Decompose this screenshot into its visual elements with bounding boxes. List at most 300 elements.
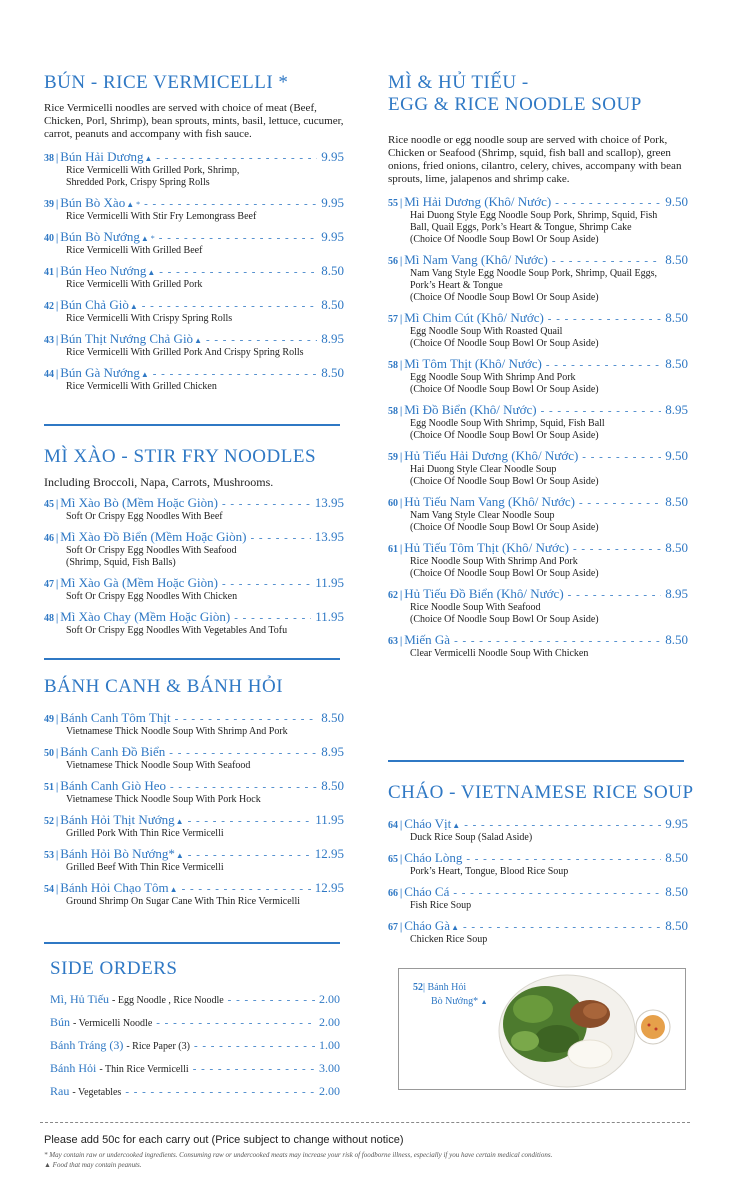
dot-leader xyxy=(552,255,661,267)
menu-item-line xyxy=(388,310,688,326)
item-marks: ▲ xyxy=(175,817,184,826)
footer-disclaimer: * May contain raw or undercooked ingredients. Consuming raw or undercooked meats may increase your risk of foodborne illness, especially if you have certain medical conditions. xyxy=(44,1151,553,1159)
menu-item-line xyxy=(388,448,688,464)
item-number: 66 xyxy=(388,888,398,899)
item-number: 58 xyxy=(388,406,398,417)
item-number: 44 xyxy=(44,369,54,380)
item-price: 8.50 xyxy=(321,778,344,793)
item-price: 8.50 xyxy=(665,918,688,933)
item-price: 8.50 xyxy=(665,310,688,325)
item-name: Cháo Vịt xyxy=(404,816,452,831)
item-number-separator: | xyxy=(400,360,403,371)
footer-peanut-note xyxy=(44,1160,694,1170)
menu-item xyxy=(44,609,344,637)
item-price: 9.50 xyxy=(665,194,688,209)
menu-item-line xyxy=(388,850,688,866)
item-name: Bánh Canh Tôm Thịt xyxy=(60,710,171,725)
menu-item-line xyxy=(388,540,688,556)
dot-leader xyxy=(579,497,661,509)
item-price: 11.95 xyxy=(315,575,344,590)
item-number-separator: | xyxy=(56,850,59,861)
item-number-separator: | xyxy=(56,782,59,793)
item-description: (Choice Of Noodle Soup Bowl Or Soup Aside) xyxy=(410,568,599,579)
side-order-line xyxy=(50,1015,340,1030)
item-name: Bún Gà Nướng xyxy=(60,365,140,380)
item-price: 8.50 xyxy=(321,297,344,312)
item-number-separator: | xyxy=(400,888,403,899)
menu-item xyxy=(44,529,344,569)
item-number: 62 xyxy=(388,590,398,601)
item-number-separator: | xyxy=(400,314,403,325)
menu-item xyxy=(388,402,688,442)
item-price: 8.50 xyxy=(321,365,344,380)
item-name: Bánh Hỏi Thịt Nướng xyxy=(60,812,175,827)
item-number-separator: | xyxy=(56,499,59,510)
item-name: Bánh Canh Giò Heo xyxy=(60,778,166,793)
menu-item xyxy=(44,744,344,772)
item-name: Bánh Canh Đồ Biển xyxy=(60,744,166,759)
item-description: Rice Vermicelli With Grilled Pork And Crispy Spring Rolls xyxy=(66,347,304,358)
item-price: 12.95 xyxy=(314,880,344,895)
dot-leader xyxy=(188,849,311,861)
item-number: 49 xyxy=(44,714,54,725)
menu-item xyxy=(44,846,344,874)
item-description: Clear Vermicelli Noodle Soup With Chicken xyxy=(410,648,589,659)
dot-leader xyxy=(454,635,661,647)
right-column xyxy=(388,72,688,666)
menu-item xyxy=(44,365,344,393)
menu-list-mixao xyxy=(44,495,344,637)
dot-leader xyxy=(194,1040,315,1052)
item-price: 13.95 xyxy=(314,495,344,510)
dot-leader xyxy=(453,887,661,899)
menu-item-line xyxy=(388,494,688,510)
menu-item-line xyxy=(388,194,688,210)
side-order-line xyxy=(50,992,340,1007)
item-number-separator: | xyxy=(56,233,59,244)
side-order-item xyxy=(50,1084,340,1099)
item-description: Soft Or Crispy Egg Noodles With Beef xyxy=(66,511,223,522)
item-number-separator: | xyxy=(400,922,403,933)
item-number-separator: | xyxy=(56,301,59,312)
item-description: Soft Or Crispy Egg Noodles With Vegetables And Tofu xyxy=(66,625,288,636)
item-description: Rice Vermicelli With Stir Fry Lemongrass Beef xyxy=(66,211,257,222)
item-marks: ▲ xyxy=(140,370,149,379)
menu-item-line xyxy=(44,331,344,347)
dot-leader xyxy=(125,1086,315,1098)
item-number: 53 xyxy=(44,850,54,861)
item-number: 60 xyxy=(388,498,398,509)
item-price: 12.95 xyxy=(314,846,344,861)
item-number: 64 xyxy=(388,820,398,831)
menu-item-line xyxy=(388,402,688,418)
dot-leader xyxy=(548,313,661,325)
item-description: Rice Vermicelli With Grilled Pork xyxy=(66,279,203,290)
item-marks: ▲ xyxy=(129,302,138,311)
item-number-separator: | xyxy=(56,533,59,544)
item-description: (Choice Of Noodle Soup Bowl Or Soup Aside) xyxy=(410,338,599,349)
dish-photo-frame xyxy=(398,968,686,1090)
item-number-separator: | xyxy=(56,267,59,278)
menu-item xyxy=(388,310,688,350)
item-number: 59 xyxy=(388,452,398,463)
item-number-separator: | xyxy=(56,714,59,725)
menu-list-bun xyxy=(44,149,344,393)
item-description: Soft Or Crispy Egg Noodles With Chicken xyxy=(66,591,238,602)
item-price: 8.50 xyxy=(321,263,344,278)
section-intro-mixao: Including Broccoli, Napa, Carrots, Mushrooms. xyxy=(44,475,274,489)
divider xyxy=(388,760,684,762)
section-title-side: SIDE ORDERS xyxy=(50,958,178,979)
menu-item xyxy=(44,495,344,523)
item-number-separator: | xyxy=(400,256,403,267)
dot-leader xyxy=(170,781,317,793)
menu-item-line xyxy=(44,575,344,591)
item-name: Mì Chim Cút (Khô/ Nước) xyxy=(404,310,544,325)
side-order-item xyxy=(50,992,340,1007)
item-description: Pork’s Heart & Tongue xyxy=(410,280,503,291)
item-name: Hủ Tiếu Hải Dương (Khô/ Nước) xyxy=(404,448,579,463)
item-marks: ▲ xyxy=(144,154,153,163)
item-number: 57 xyxy=(388,314,398,325)
divider xyxy=(44,424,340,426)
item-description: Vietnamese Thick Noodle Soup With Seafood xyxy=(66,760,251,771)
photo-caption-line1: Bánh Hỏi xyxy=(427,982,467,993)
side-order-price: 2.00 xyxy=(319,1084,340,1098)
item-price: 11.95 xyxy=(315,812,344,827)
section-intro-bun: Rice Vermicelli noodles are served with choice of meat (Beef, Chicken, Porl, Shrimp), bean sprouts, mints, basil, lettuce, cucumer, carrot, peanuts and accompany with fish sauce. xyxy=(44,102,344,140)
item-description: Pork’s Heart, Tongue, Blood Rice Soup xyxy=(410,866,569,877)
menu-item-line xyxy=(388,918,688,934)
item-name: Mì Tôm Thịt (Khô/ Nước) xyxy=(404,356,542,371)
item-description: Rice Noodle Soup With Seafood xyxy=(410,602,541,613)
dot-leader xyxy=(541,405,662,417)
dot-leader xyxy=(234,612,311,624)
menu-item xyxy=(388,448,688,488)
item-name: Bún Thịt Nướng Chả Giò xyxy=(60,331,194,346)
menu-item xyxy=(44,263,344,291)
item-name: Mì Xào Đồ Biển (Mềm Hoặc Giòn) xyxy=(60,529,247,544)
side-orders xyxy=(50,958,340,1107)
menu-item xyxy=(388,632,688,660)
side-order-line xyxy=(50,1084,340,1099)
item-number: 58 xyxy=(388,360,398,371)
menu-item-line xyxy=(388,252,688,268)
item-name: Bún Bò Xào xyxy=(60,195,126,210)
item-description: (Choice Of Noodle Soup Bowl Or Soup Aside) xyxy=(410,430,599,441)
peanut-mark: ▲ xyxy=(480,998,488,1006)
section-title-bun: BÚN - RICE VERMICELLI * xyxy=(44,72,289,93)
menu-item xyxy=(388,816,688,844)
menu-item-line xyxy=(44,778,344,794)
item-name: Mì Xào Gà (Mềm Hoặc Giòn) xyxy=(60,575,218,590)
dot-leader xyxy=(251,532,311,544)
menu-item xyxy=(44,812,344,840)
item-description: Rice Vermicelli With Grilled Chicken xyxy=(66,381,217,392)
menu-item xyxy=(44,575,344,603)
item-description: Egg Noodle Soup With Roasted Quail xyxy=(410,326,563,337)
menu-item xyxy=(388,918,688,946)
item-description: Rice Vermicelli With Crispy Spring Rolls xyxy=(66,313,233,324)
item-name: Bún Bò Nướng xyxy=(60,229,140,244)
item-description: Hai Duong Style Clear Noodle Soup xyxy=(410,464,557,475)
item-price: 8.50 xyxy=(665,252,688,267)
item-name: Bánh Hỏi Bò Nướng* xyxy=(60,846,175,861)
item-name: Bún Hải Dương xyxy=(60,149,144,164)
divider xyxy=(44,658,340,660)
item-price: 8.50 xyxy=(665,884,688,899)
item-number-separator: | xyxy=(56,884,59,895)
item-number-separator: | xyxy=(56,748,59,759)
dish-photo xyxy=(495,969,685,1089)
side-order-price: 3.00 xyxy=(319,1061,340,1075)
menu-item xyxy=(388,356,688,396)
item-price: 9.50 xyxy=(665,448,688,463)
item-description: (Choice Of Noodle Soup Bowl Or Soup Aside) xyxy=(410,522,599,533)
menu-item-line xyxy=(388,884,688,900)
item-name: Mì Đồ Biển (Khô/ Nước) xyxy=(404,402,537,417)
divider xyxy=(44,942,340,944)
dot-leader xyxy=(466,853,661,865)
menu-item-line xyxy=(388,816,688,832)
item-description: Nam Vang Style Egg Noodle Soup Pork, Shrimp, Quail Eggs, xyxy=(410,268,658,279)
dot-leader xyxy=(159,232,317,244)
menu-item-line xyxy=(44,846,344,862)
side-order-subtitle: - Vegetables xyxy=(72,1087,122,1098)
item-name: Mì Xào Chay (Mềm Hoặc Giòn) xyxy=(60,609,231,624)
item-price: 8.50 xyxy=(665,632,688,647)
item-number: 55 xyxy=(388,198,398,209)
dot-leader xyxy=(156,1017,315,1029)
item-description: Shredded Pork, Crispy Spring Rolls xyxy=(66,177,210,188)
item-description: Duck Rice Soup (Salad Aside) xyxy=(410,832,533,843)
menu-item-line xyxy=(44,609,344,625)
item-price: 8.95 xyxy=(665,402,688,417)
item-description: Egg Noodle Soup With Shrimp, Squid, Fish Ball xyxy=(410,418,605,429)
item-description: (Choice Of Noodle Soup Bowl Or Soup Aside) xyxy=(410,614,599,625)
item-number: 50 xyxy=(44,748,54,759)
dot-leader xyxy=(175,713,318,725)
item-number: 40 xyxy=(44,233,54,244)
side-order-name: Bún xyxy=(50,1015,71,1029)
right-column-chao xyxy=(388,782,694,952)
menu-item-line xyxy=(44,149,344,165)
side-order-item xyxy=(50,1015,340,1030)
menu-item-line xyxy=(44,880,344,896)
item-name: Hủ Tiếu Đồ Biển (Khô/ Nước) xyxy=(404,586,564,601)
menu-item-line xyxy=(44,710,344,726)
item-number-separator: | xyxy=(400,406,403,417)
menu-item xyxy=(388,586,688,626)
dot-leader xyxy=(582,451,661,463)
dot-leader xyxy=(568,589,662,601)
item-name: Cháo Gà xyxy=(404,918,451,933)
menu-item-line xyxy=(44,229,344,245)
item-number: 47 xyxy=(44,579,54,590)
menu-item xyxy=(388,494,688,534)
item-number-separator: | xyxy=(56,369,59,380)
item-number: 54 xyxy=(44,884,54,895)
menu-item xyxy=(44,331,344,359)
item-price: 11.95 xyxy=(315,609,344,624)
dot-leader xyxy=(169,747,317,759)
item-description: (Choice Of Noodle Soup Bowl Or Soup Aside) xyxy=(410,384,599,395)
item-description: Ground Shrimp On Sugar Cane With Thin Rice Vermicelli xyxy=(66,896,301,907)
item-price: 8.50 xyxy=(665,540,688,555)
section-title-mi-line1: MÌ & HỦ TIẾU - xyxy=(388,72,529,93)
item-number: 46 xyxy=(44,533,54,544)
item-number-separator: | xyxy=(400,198,403,209)
item-name: Bún Chả Giò xyxy=(60,297,129,312)
dot-leader xyxy=(156,152,317,164)
item-price: 9.95 xyxy=(321,195,344,210)
item-description: Nam Vang Style Clear Noodle Soup xyxy=(410,510,555,521)
item-description: (Choice Of Noodle Soup Bowl Or Soup Aside) xyxy=(410,476,599,487)
dot-leader xyxy=(193,1063,315,1075)
menu-item-line xyxy=(388,632,688,648)
menu-item xyxy=(388,252,688,304)
footer-peanut-text: ▲ Food that may contain peanuts. xyxy=(44,1161,142,1169)
item-description: (Choice Of Noodle Soup Bowl Or Soup Aside) xyxy=(410,292,599,303)
item-number: 45 xyxy=(44,499,54,510)
side-order-item xyxy=(50,1038,340,1053)
menu-list-mi xyxy=(388,194,688,660)
item-marks: ▲ * xyxy=(126,200,141,209)
dot-leader xyxy=(182,883,311,895)
dot-leader xyxy=(546,359,661,371)
menu-item-line xyxy=(44,495,344,511)
side-order-name: Bánh Tráng (3) xyxy=(50,1038,124,1052)
menu-item xyxy=(44,880,344,908)
side-order-subtitle: - Rice Paper (3) xyxy=(126,1041,190,1052)
dot-leader xyxy=(153,368,317,380)
item-description: Grilled Pork With Thin Rice Vermicelli xyxy=(66,828,224,839)
item-number-separator: | xyxy=(56,816,59,827)
menu-item xyxy=(44,710,344,738)
dot-leader xyxy=(188,815,312,827)
photo-caption: 52| Bánh Hỏi Bò Nướng* ▲ xyxy=(413,982,488,1007)
item-price: 8.50 xyxy=(665,356,688,371)
menu-item xyxy=(44,149,344,189)
menu-item-line xyxy=(44,365,344,381)
menu-item-line xyxy=(44,195,344,211)
menu-item xyxy=(44,195,344,223)
menu-list-chao xyxy=(388,816,688,946)
item-marks: ▲ * xyxy=(140,234,155,243)
item-number: 52 xyxy=(44,816,54,827)
item-number-separator: | xyxy=(56,579,59,590)
item-description: Ball, Quail Eggs, Pork’s Heart & Tongue, Shrimp Cake xyxy=(410,222,632,233)
side-order-name: Bánh Hỏi xyxy=(50,1061,97,1075)
item-number: 42 xyxy=(44,301,54,312)
item-description: (Choice Of Noodle Soup Bowl Or Soup Aside) xyxy=(410,234,599,245)
dot-leader xyxy=(573,543,661,555)
item-price: 8.95 xyxy=(321,744,344,759)
item-marks: ▲ xyxy=(451,923,459,932)
item-number-separator: | xyxy=(400,636,403,647)
item-number: 67 xyxy=(388,922,398,933)
item-number: 63 xyxy=(388,636,398,647)
item-number: 61 xyxy=(388,544,398,555)
item-name: Hủ Tiếu Tôm Thịt (Khô/ Nước) xyxy=(404,540,569,555)
side-order-subtitle: - Vermicelli Noodle xyxy=(73,1018,153,1029)
side-order-line xyxy=(50,1038,340,1053)
section-title-chao: CHÁO - VIETNAMESE RICE SOUP xyxy=(388,782,694,803)
item-price: 8.50 xyxy=(665,494,688,509)
item-number-separator: | xyxy=(56,153,59,164)
menu-item-line xyxy=(44,812,344,828)
menu-item-line xyxy=(388,356,688,372)
side-order-price: 1.00 xyxy=(319,1038,340,1052)
item-number-separator: | xyxy=(400,452,403,463)
menu-item xyxy=(44,778,344,806)
item-price: 9.95 xyxy=(665,816,688,831)
item-name: Mì Xào Bò (Mềm Hoặc Giòn) xyxy=(60,495,218,510)
item-number: 48 xyxy=(44,613,54,624)
menu-item xyxy=(44,229,344,257)
dot-leader xyxy=(144,198,317,210)
menu-item xyxy=(388,850,688,878)
item-number-separator: | xyxy=(56,613,59,624)
dot-leader xyxy=(206,334,317,346)
item-number: 39 xyxy=(44,199,54,210)
item-number-separator: | xyxy=(400,854,403,865)
item-description: Vietnamese Thick Noodle Soup With Pork Hock xyxy=(66,794,261,805)
menu-item-line xyxy=(44,529,344,545)
item-number: 43 xyxy=(44,335,54,346)
left-column xyxy=(44,72,344,399)
side-order-subtitle: - Egg Noodle , Rice Noodle xyxy=(112,995,224,1006)
item-number-separator: | xyxy=(400,590,403,601)
item-marks: ▲ xyxy=(175,851,184,860)
footer-note: Please add 50c for each carry out (Price subject to change without notice) xyxy=(44,1134,404,1146)
section-title-banhcanh: BÁNH CANH & BÁNH HỎI xyxy=(44,676,284,697)
item-description: Grilled Beef With Thin Rice Vermicelli xyxy=(66,862,224,873)
item-number: 56 xyxy=(388,256,398,267)
item-name: Hủ Tiếu Nam Vang (Khô/ Nước) xyxy=(404,494,575,509)
section-title-mi-line2: EGG & RICE NOODLE SOUP xyxy=(388,94,642,115)
item-price: 8.95 xyxy=(321,331,344,346)
item-name: Mì Nam Vang (Khô/ Nước) xyxy=(404,252,548,267)
item-price: 9.95 xyxy=(321,229,344,244)
dot-leader xyxy=(464,819,661,831)
menu-item xyxy=(388,540,688,580)
dot-leader xyxy=(142,300,318,312)
item-name: Bún Heo Nướng xyxy=(60,263,147,278)
dot-leader xyxy=(555,197,661,209)
item-description: Rice Vermicelli With Grilled Beef xyxy=(66,245,203,256)
dot-leader xyxy=(463,921,661,933)
item-price: 13.95 xyxy=(314,529,344,544)
item-number-separator: | xyxy=(400,498,403,509)
item-number: 65 xyxy=(388,854,398,865)
item-description: Chicken Rice Soup xyxy=(410,934,488,945)
menu-item xyxy=(44,297,344,325)
menu-item-line xyxy=(44,263,344,279)
item-marks: ▲ xyxy=(147,268,156,277)
side-order-subtitle: - Thin Rice Vermicelli xyxy=(99,1064,189,1075)
menu-item xyxy=(388,194,688,246)
side-order-name: Rau xyxy=(50,1084,70,1098)
side-order-price: 2.00 xyxy=(319,1015,340,1029)
item-number-separator: | xyxy=(400,544,403,555)
item-name: Cháo Lòng xyxy=(404,850,463,865)
item-description: Rice Noodle Soup With Shrimp And Pork xyxy=(410,556,578,567)
item-price: 9.95 xyxy=(321,149,344,164)
item-number-separator: | xyxy=(400,820,403,831)
section-intro-mi: Rice noodle or egg noodle soup are served with choice of Pork, Chicken or Seafood (Shrimp, squid, fish ball and scallop), green onions, fried onions, cilantro, celery, chives, accompany with bean sprouts, lime, jalapenos and shrimp cake. xyxy=(388,134,682,185)
left-column-banhcanh xyxy=(44,676,344,914)
